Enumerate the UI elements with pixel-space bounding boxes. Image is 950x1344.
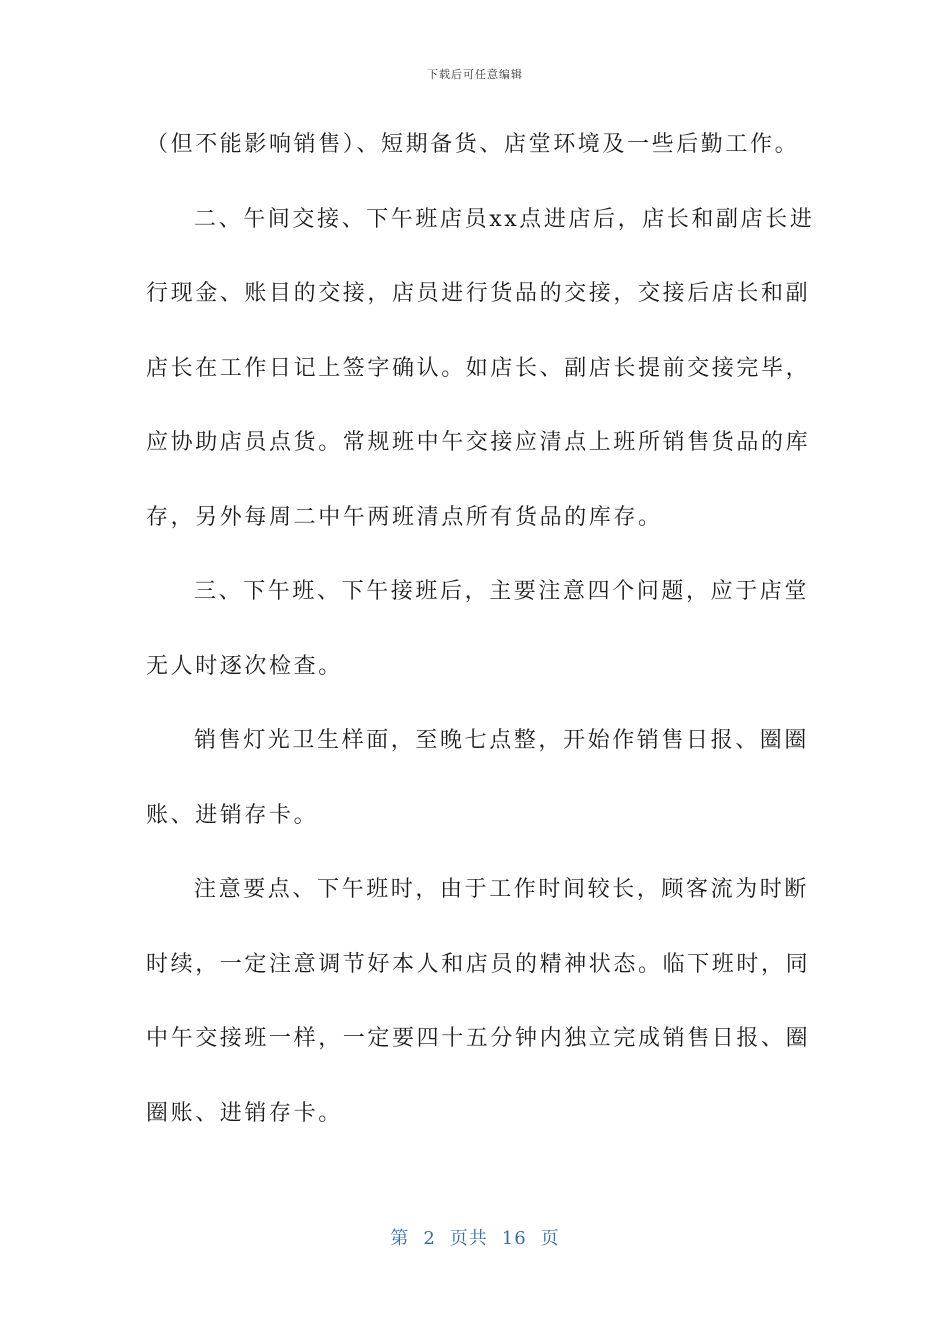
paragraph-start-line: 二、午间交接、下午班店员xx点进店后，店长和副店长进: [194, 206, 815, 232]
paragraph-start-line: 销售灯光卫生样面，至晚七点整，开始作销售日报、圈圈: [194, 728, 810, 753]
text-line: 账、进销存卡。: [146, 802, 319, 828]
text-line: 应协助店员点货。常规班中午交接应清点上班所销售货品的库: [146, 430, 811, 455]
text-line: 圈账、进销存卡。: [146, 1100, 343, 1126]
text-line: 行现金、账目的交接，店员进行货品的交接，交接后店长和副: [146, 281, 811, 306]
page-header-note: 下载后可任意编辑: [427, 68, 523, 81]
text-line: 时续，一定注意调节好本人和店员的精神状态。临下班时，同: [146, 951, 811, 977]
page-middle: 页共: [449, 1228, 488, 1249]
text-line: 无人时逐次检查。: [146, 653, 343, 679]
page-suffix: 页: [540, 1228, 560, 1249]
text-line: 中午交接班一样，一定要四十五分钟内独立完成销售日报、圈: [146, 1026, 811, 1051]
current-page-number: 2: [423, 1228, 436, 1249]
document-body: [146, 108, 815, 1151]
paragraph-start-line: 三、下午班、下午接班后，主要注意四个问题，应于店堂: [194, 579, 810, 604]
text-line: 店长在工作日记上签字确认。如店长、副店长提前交接完毕，: [146, 355, 811, 381]
text-line: 存，另外每周二中午两班清点所有货品的库存。: [146, 504, 663, 530]
page-prefix: 第: [390, 1228, 410, 1249]
page-number-footer: [0, 1224, 950, 1250]
paragraph-start-line: 注意要点、下午班时，由于工作时间较长，顾客流为时断: [194, 877, 810, 902]
total-pages-number: 16: [501, 1228, 527, 1249]
text-line: （但不能影响销售）、短期备货、店堂环境及一些后勤工作。: [146, 132, 800, 157]
